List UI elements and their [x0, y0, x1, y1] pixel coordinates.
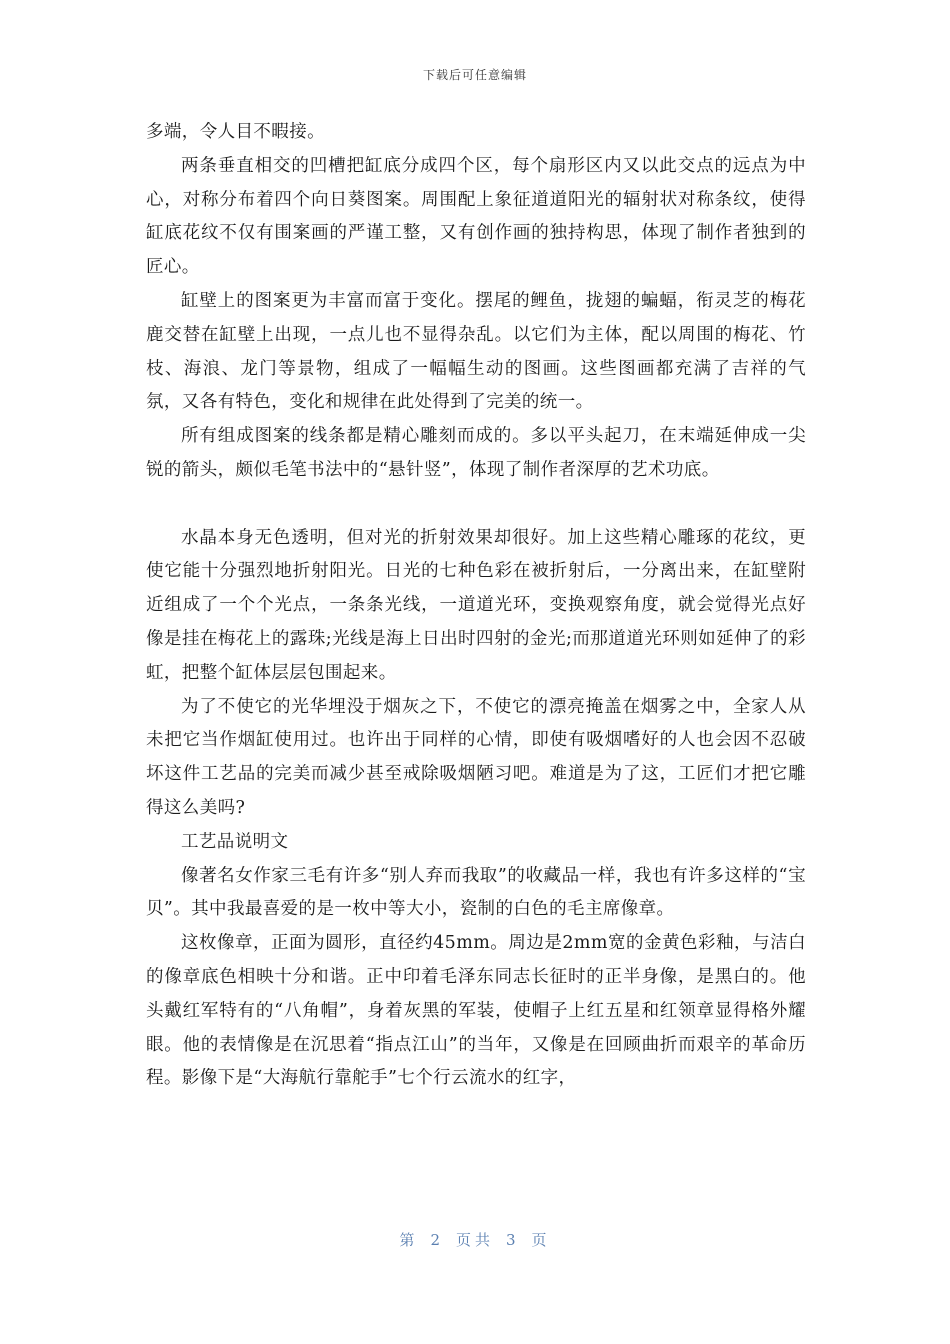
section-title: 工艺品说明文	[181, 831, 289, 852]
paragraph-spacer	[146, 488, 806, 522]
paragraph: 缸壁上的图案更为丰富而富于变化。摆尾的鲤鱼，拢翅的蝙蝠，衔灵芝的梅花鹿交替在缸壁上出现，一点儿也不显得杂乱。以它们为主体，配以周围的梅花、竹枝、海浪、龙门等景物，组成了一幅幅生动的图画。这些图画都充满了吉祥的气氛，又各有特色，变化和规律在此处得到了完美的统一。	[146, 290, 806, 413]
page-total-number: 3	[506, 1231, 520, 1249]
paragraph: 多端，令人目不暇接。	[146, 122, 325, 142]
paragraph: 水晶本身无色透明，但对光的折射效果却很好。加上这些精心雕琢的花纹，更使它能十分强烈地折射阳光。日光的七种色彩在被折射后，一分离出来，在缸壁附近组成了一个个光点，一条条光线，一道道光环，变换观察角度，就会觉得光点好像是挂在梅花上的露珠;光线是海上日出时四射的金光;而那道道光环则如延伸了的彩虹，把整个缸体层层包围起来。	[146, 527, 806, 683]
page-label-prefix: 第	[399, 1231, 419, 1249]
paragraph: 两条垂直相交的凹槽把缸底分成四个区，每个扇形区内又以此交点的远点为中心，对称分布着四个向日葵图案。周围配上象征道道阳光的辐射状对称条纹，使得缸底花纹不仅有围案画的严谨工整，又有创作画的独持构思，体现了制作者独到的匠心。	[146, 155, 806, 278]
page-footer	[0, 1229, 950, 1250]
document-body	[146, 116, 806, 1096]
paragraph: 这枚像章，正面为圆形，直径约45mm。周边是2mm宽的金黄色彩釉，与洁白的像章底色相映十分和谐。正中印着毛泽东同志长征时的正半身像，是黑白的。他头戴红军特有的“八角帽”，身着灰黑的军装，使帽子上红五星和红领章显得格外耀眼。他的表情像是在沉思着“指点江山”的当年，又像是在回顾曲折而艰辛的革命历程。影像下是“大海航行靠舵手”七个行云流水的红字，	[146, 933, 806, 1089]
page-label-mid: 页共	[455, 1231, 494, 1249]
page-label-suffix: 页	[531, 1231, 551, 1249]
paragraph: 为了不使它的光华埋没于烟灰之下，不使它的漂亮掩盖在烟雾之中，全家人从未把它当作烟缸使用过。也许出于同样的心情，即使有吸烟嗜好的人也会因不忍破坏这件工艺品的完美而减少甚至戒除吸烟陋习吧。难道是为了这，工匠们才把它雕得这么美吗?	[146, 696, 806, 818]
paragraph: 像著名女作家三毛有许多“别人弃而我取”的收藏品一样，我也有许多这样的“宝贝”。其中我最喜爱的是一枚中等大小，瓷制的白色的毛主席像章。	[146, 865, 806, 920]
paragraph: 所有组成图案的线条都是精心雕刻而成的。多以平头起刀，在末端延伸成一尖锐的箭头，颇似毛笔书法中的“悬针竖”，体现了制作者深厚的艺术功底。	[146, 426, 806, 480]
page-header: 下载后可任意编辑	[422, 68, 527, 82]
page-current-number: 2	[430, 1231, 444, 1249]
